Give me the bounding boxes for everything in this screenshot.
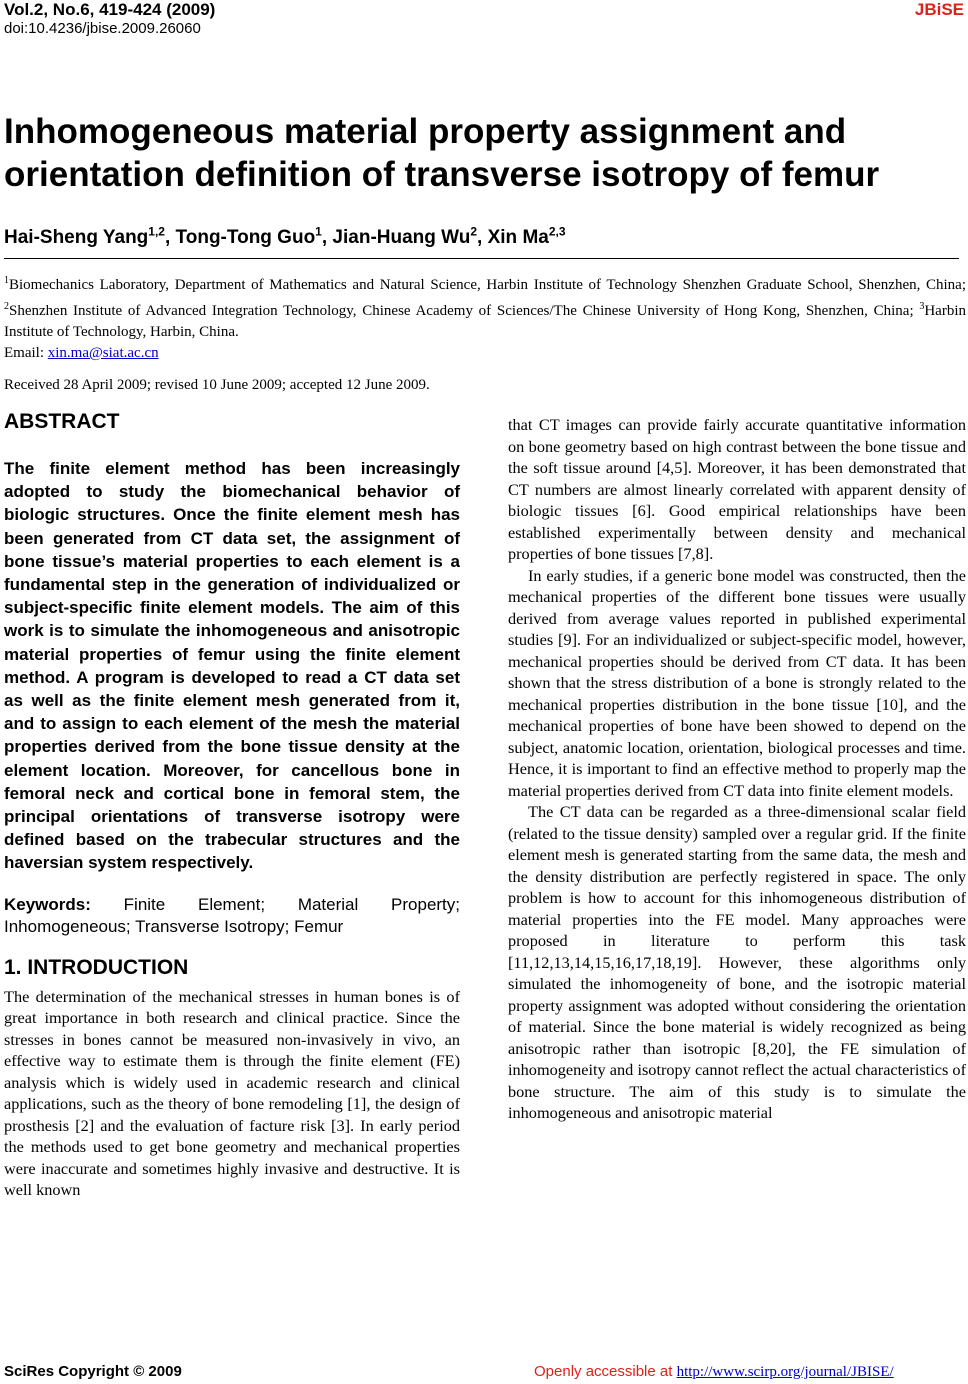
- right-column: [508, 414, 966, 1124]
- email-link[interactable]: xin.ma@siat.ac.cn: [47, 345, 159, 361]
- doi: doi:10.4236/jbise.2009.26060: [4, 20, 201, 37]
- author: Tong-Tong Guo$^1$,: [175, 225, 333, 249]
- author: Hai-Sheng Yang$^{1,2}$,: [4, 225, 176, 249]
- intro-paragraph: The CT data can be regarded as a three-dimensional scalar field (related to the tissue density) sampled over a regular grid. If the finite element mesh is generated starting from the same data, the mesh and the density distribution are perfectly registered in space. The only problem is how to account for this inhomogeneous distribution of material properties into the FE model. Many approaches were proposed in literature to perform this task [11,12,13,14,15,16,17,18,19]. However, these algorithms only simulated the inhomogeneity of bone, and the isotropic material property assignment was adopted without considering the orientation of material. Since the bone material is widely recognized as being anisotropic rather than isotropic [8,20], the FE simulation of inhomogeneity and isotropy cannot reflect the actual characteristics of bone structure. The aim of this study is to simulate the inhomogeneous and anisotropic material: [508, 802, 966, 1122]
- journal-url-link[interactable]: http://www.scirp.org/journal/JBISE/: [676, 1364, 894, 1380]
- introduction-heading: 1. INTRODUCTION: [4, 955, 189, 979]
- intro-paragraph-cont: that CT images can provide fairly accurate quantitative information on bone geometry based on high contrast between the bone tissue and the soft tissue around [4,5]. Moreover, it has been demonstrated that CT numbers are almost linearly correlated with apparent density of biologic tissues [6]. Good empirical relationships have been established experimentally between density and mechanical properties of bone tissues [7,8].: [508, 415, 966, 563]
- volume-info: Vol.2, No.6, 419-424 (2009): [4, 0, 216, 19]
- intro-paragraph: The determination of the mechanical stresses in human bones is of great importance in both research and clinical practice. Since the stresses in bones cannot be measured non-invasively in vivo, an effective way to estimate them is through the finite element (FE) analysis which is widely used in academic research and clinical applications, such as the theory of bone remodeling [1], the design of prosthesis [2] and the evaluation of facture risk [3]. In early period the methods used to get bone geometry and mechanical properties were inaccurate and sometimes highly invasive and destructive. It is well known: [4, 986, 460, 1200]
- divider: [4, 258, 959, 259]
- author: Jian-Huang Wu$^2$,: [332, 225, 488, 249]
- access-note: Openly accessible at http://www.scirp.org/journal/JBISE/: [534, 1363, 894, 1380]
- copyright: SciRes Copyright © 2009: [4, 1363, 182, 1380]
- journal-logo: JBiSE: [914, 0, 964, 19]
- keywords: Keywords: Finite Element; Material Property; Inhomogeneous; Transverse Isotropy; Femur: [4, 894, 460, 936]
- received-dates: Received 28 April 2009; revised 10 June 2009; accepted 12 June 2009.: [4, 377, 430, 393]
- affiliations: $^1$Biomechanics Laboratory, Department of Mathematics and Natural Science, Harbin Institute of Technology Shenzhen Graduate School, Shenzhen, China; $^2$Shenzhen Institute of Advanced Integration Technology, Chinese Academy of Sciences/The Chinese University of Hong Kong, Shenzhen, China; $^3$Harbin Institute of Technology, Harbin, China. Email: xin.ma@siat.ac.cn: [4, 275, 966, 361]
- left-column: [4, 410, 460, 1201]
- author-list: [4, 225, 566, 249]
- paper-title: Inhomogeneous material property assignment and orientation definition of transverse isotropy of femur: [4, 112, 880, 194]
- abstract-heading: ABSTRACT: [4, 410, 120, 433]
- author: Xin Ma$^{2,3}$: [487, 225, 566, 249]
- abstract-text: The finite element method has been increasingly adopted to study the biomechanical behavior of biologic structures. Once the finite element mesh has been generated from CT data set, the assignment of bone tissue’s material properties to each element is a fundamental step in the generation of individualized or subject-specific finite element models. The aim of this work is to simulate the inhomogeneous and anisotropic material properties of femur using the finite element method. A program is developed to read a CT data set as well as the finite element mesh generated from it, and to assign to each element of the mesh the material properties derived from the bone tissue density at the element location. Moreover, for cancellous bone in femoral neck and cortical bone in femoral stem, the principal orientations of transverse isotropy were defined based on the trabecular structures and the haversian system respectively.: [4, 459, 460, 873]
- intro-paragraph: In early studies, if a generic bone model was constructed, then the mechanical properties of the different bone tissues were usually derived from average values reported in published experimental studies [9]. For an individualized or subject-specific model, however, mechanical properties should be derived from CT data. It has been shown that the stress distribution of a bone is strongly related to the mechanical properties distribution in the bone tissue [10], and the mechanical properties of bone have been showed to depend on the subject, anatomic location, orientation, biological processes and time. Hence, it is important to find an effective method to properly map the material properties derived from CT data into finite element models.: [508, 565, 966, 800]
